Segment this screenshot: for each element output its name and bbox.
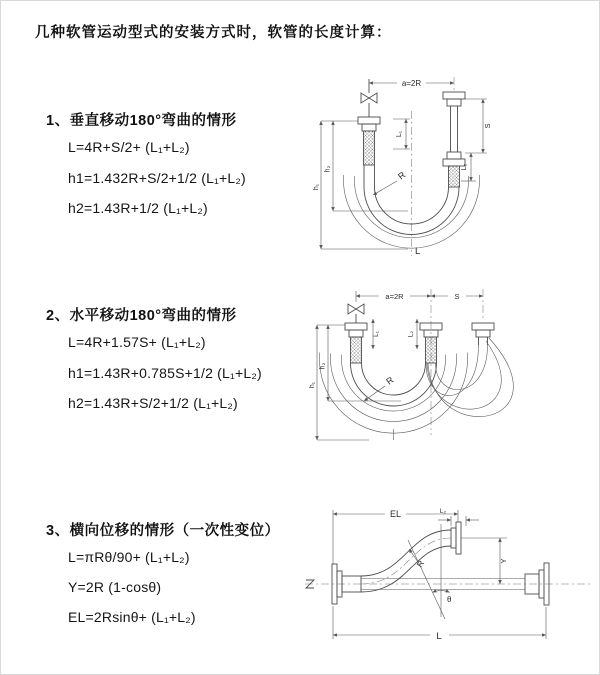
radius-label: R xyxy=(414,558,427,570)
braided-hose-section xyxy=(426,337,437,363)
section-2-formula-h1: h1=1.43R+0.785S+1/2 (L₁+L₂) xyxy=(68,365,262,381)
dimension-a2r xyxy=(356,291,431,302)
dim-label-s: S xyxy=(483,123,492,129)
dimension-l1 xyxy=(373,319,380,349)
dim-label-s: S xyxy=(454,292,460,301)
left-pipe-assembly xyxy=(345,323,367,363)
dimension-l xyxy=(333,606,546,642)
dim-label-h2: h₂ xyxy=(324,165,332,173)
dim-label-a2r: a=2R xyxy=(385,292,404,301)
dim-label-h1: h₁ xyxy=(313,183,320,191)
radius-label: R xyxy=(396,169,408,182)
dimension-el xyxy=(333,509,458,564)
diagram-lateral-displacement xyxy=(297,499,600,651)
hose-u-bend-position1 xyxy=(320,353,468,434)
dim-label-l2: L₂ xyxy=(407,330,415,338)
valve-icon xyxy=(348,304,364,323)
dimension-s xyxy=(431,292,483,301)
dimension-y xyxy=(461,538,508,584)
angle-label: θ xyxy=(447,595,452,604)
dimension-l2 xyxy=(408,319,418,349)
section-2-formula-h2: h2=1.43R+S/2+1/2 (L₁+L₂) xyxy=(68,395,238,411)
dimension-a2r xyxy=(369,79,454,88)
length-label: L xyxy=(415,246,421,257)
dim-label-l2: L₂ xyxy=(461,163,468,171)
hose-s-curve xyxy=(361,530,451,592)
section-1-formula-h1: h1=1.432R+S/2+1/2 (L₁+L₂) xyxy=(68,170,246,186)
upper-right-flange-assembly xyxy=(451,522,461,554)
valve-icon xyxy=(361,79,377,117)
dimension-l1 xyxy=(393,119,410,149)
dimension-s xyxy=(465,99,492,153)
diagram-vertical-180-bend xyxy=(313,69,545,261)
dimension-h1 xyxy=(313,121,408,249)
page-title: 几种软管运动型式的安装方式时，软管的长度计算： xyxy=(35,25,392,41)
section-2-heading: 2、水平移动180°弯曲的情形 xyxy=(46,308,237,324)
section-1-heading: 1、垂直移动180°弯曲的情形 xyxy=(46,113,237,129)
dimension-l2 xyxy=(438,508,479,526)
dim-label-l1: L₁ xyxy=(396,130,403,138)
diagram-horizontal-180-bend xyxy=(309,283,597,455)
dim-label-l2: L₂ xyxy=(439,508,447,515)
dim-label-el: EL xyxy=(389,509,402,519)
dim-label-h2: h₂ xyxy=(319,362,327,370)
hose-u-bend-position2 xyxy=(426,338,513,417)
radius-leader xyxy=(364,374,396,401)
right-pipe-assembly xyxy=(443,92,465,187)
radius-label: R xyxy=(384,374,396,387)
dim-label-a2r: a=2R xyxy=(401,79,422,88)
radius-leader xyxy=(373,169,408,195)
section-1-formula-h2: h2=1.43R+1/2 (L₁+L₂) xyxy=(68,200,208,216)
braided-hose-section xyxy=(449,166,460,187)
section-3-heading: 3、横向位移的情形（一次性变位） xyxy=(46,523,280,539)
section-1-formula-l: L=4R+S/2+ (L₁+L₂) xyxy=(68,139,190,155)
left-pipe-assembly xyxy=(358,117,380,165)
shifted-pipe-assembly xyxy=(472,323,494,345)
section-3-formula-el: EL=2Rsinθ+ (L₁+L₂) xyxy=(68,609,196,625)
braided-hose-section xyxy=(364,131,375,165)
section-2-formula-l: L=4R+1.57S+ (L₁+L₂) xyxy=(68,334,206,350)
dim-label-y: Y xyxy=(499,558,508,564)
braided-hose-section xyxy=(351,337,362,363)
section-3-formula-y: Y=2R (1-cosθ) xyxy=(68,579,162,595)
dim-label-l1: L₁ xyxy=(373,331,380,337)
section-3-formula-l: L=πRθ/90+ (L₁+L₂) xyxy=(68,549,190,565)
dim-label-h1: h₁ xyxy=(309,381,316,389)
dim-label-l: L xyxy=(436,631,442,642)
